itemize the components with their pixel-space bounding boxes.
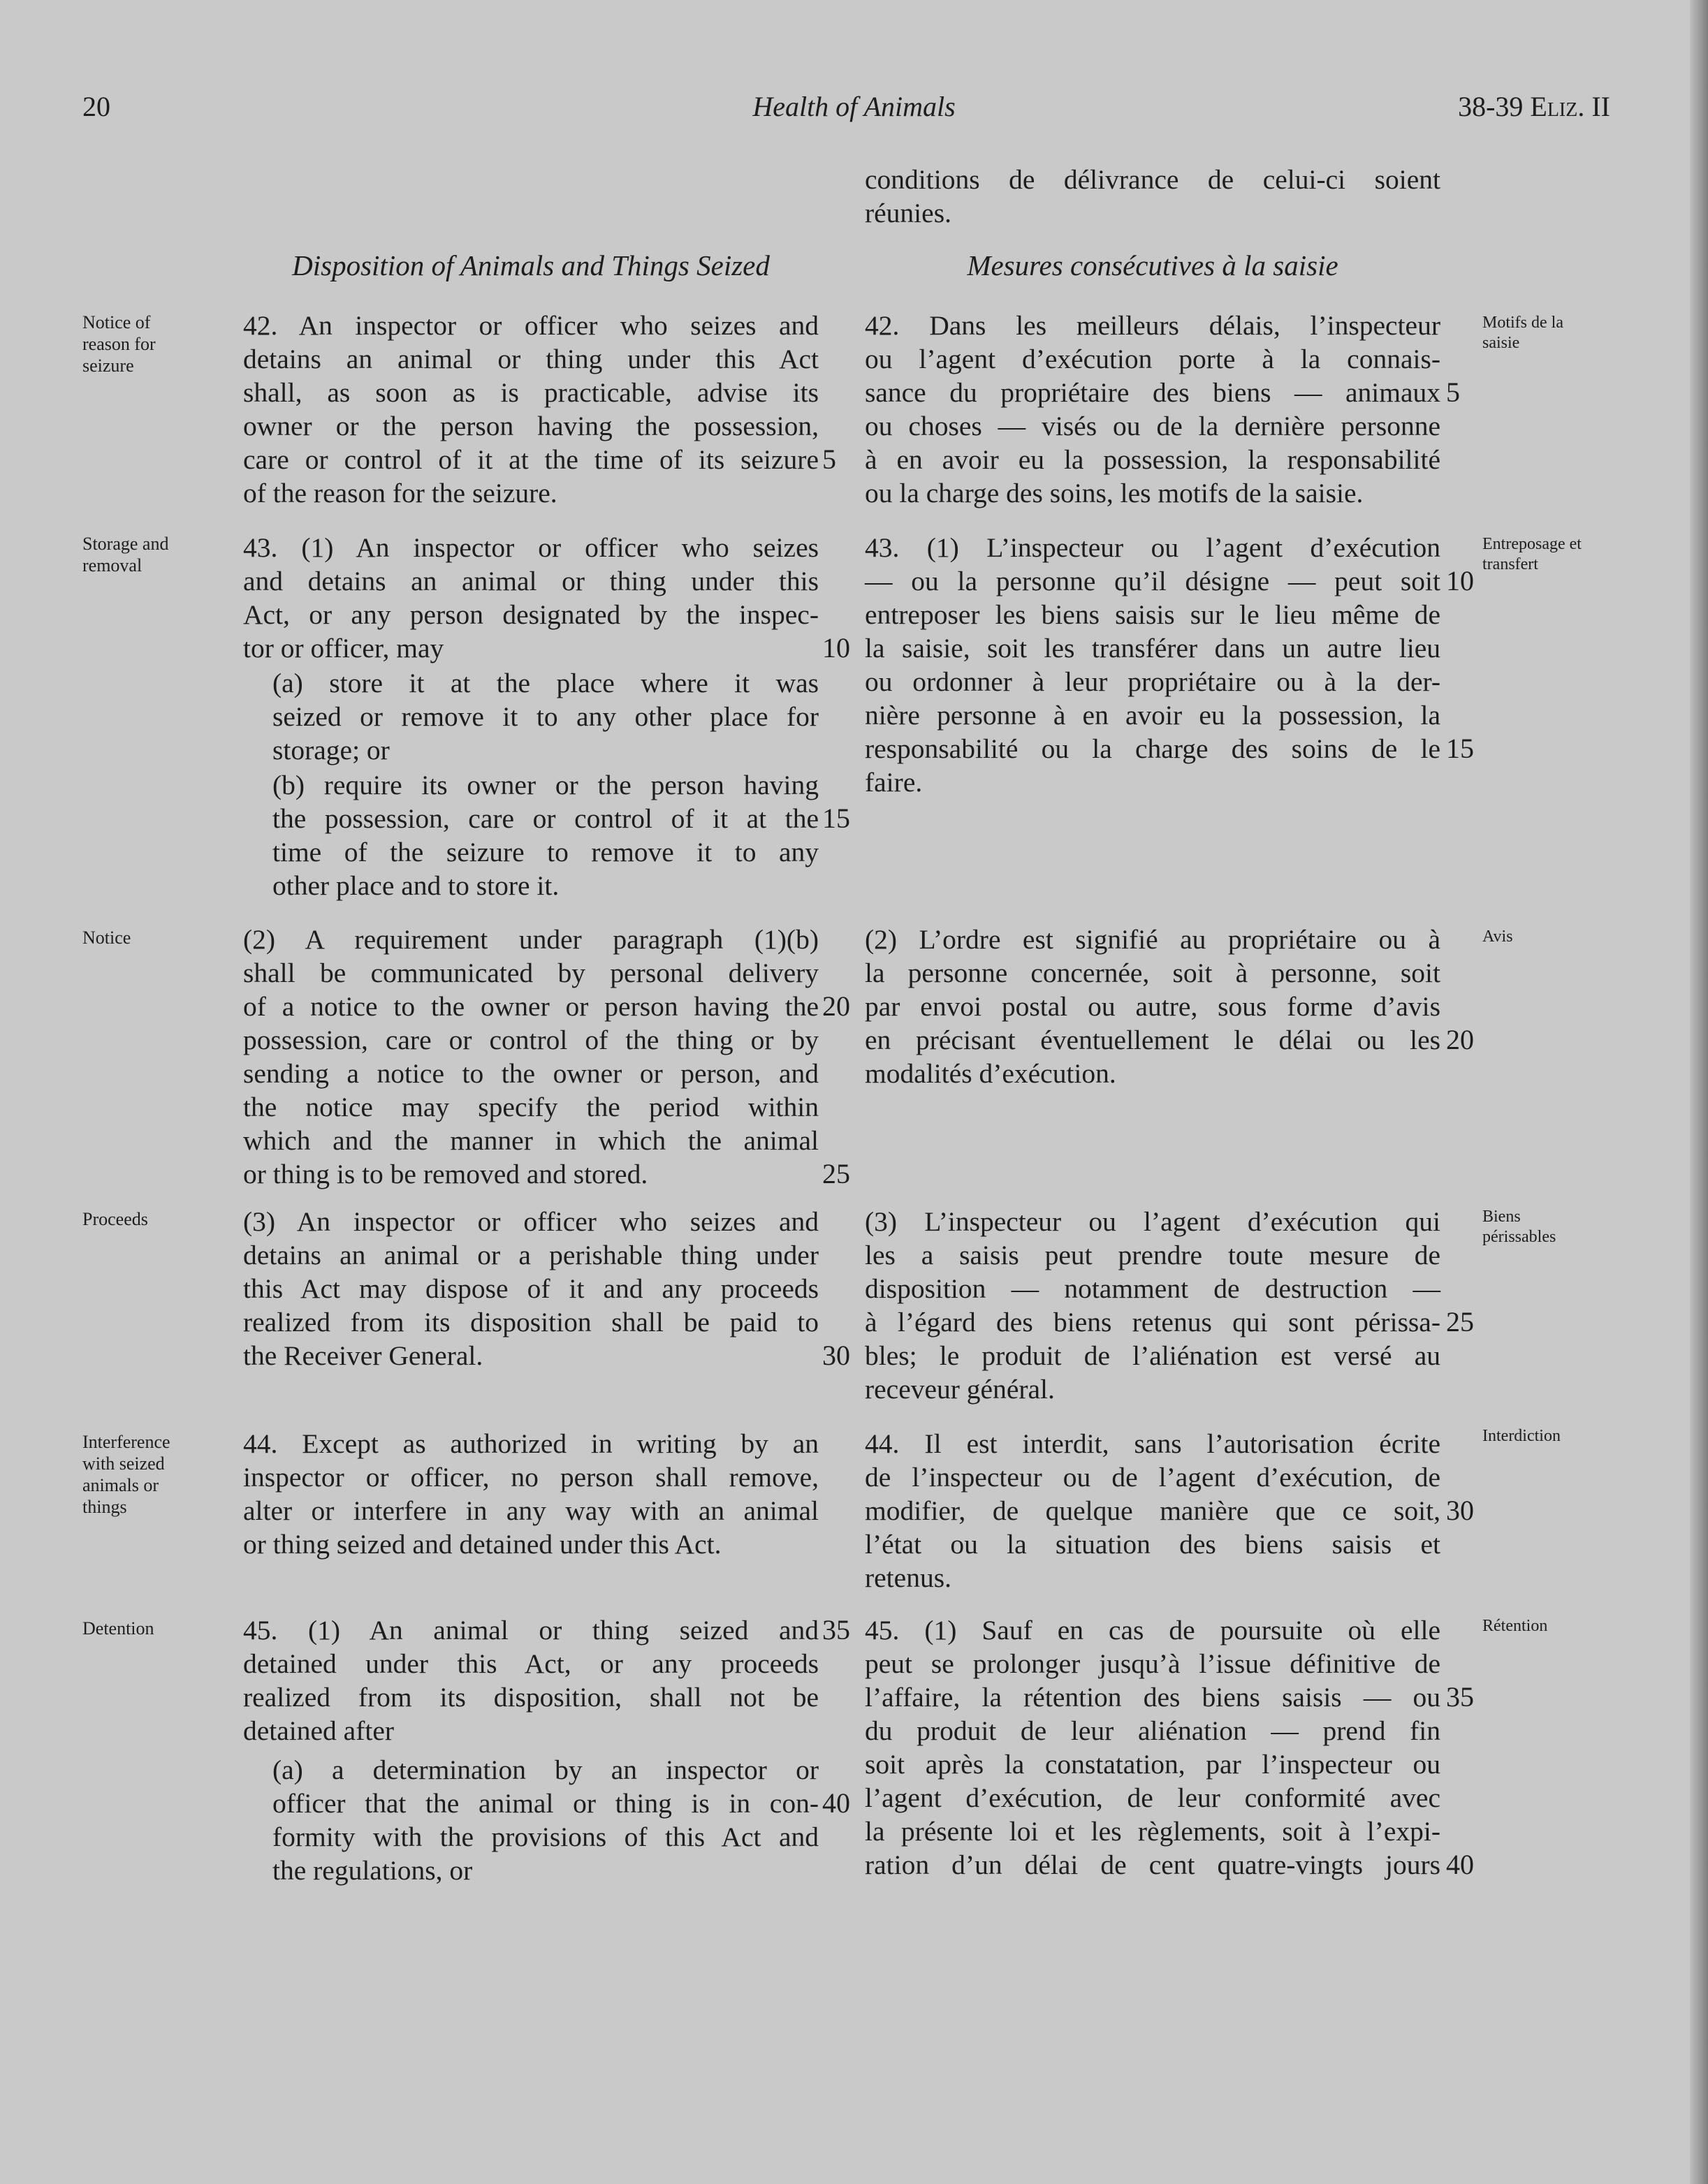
margin-note-en: Detention (82, 1618, 154, 1639)
fr-line: conditions de délivrance de celui-ci soient (865, 164, 1440, 195)
fr-line: l’état ou la situation des biens saisis et (865, 1529, 1440, 1560)
en-line: of the reason for the seizure. (243, 478, 557, 508)
en-line: detains an animal or a perishable thing under (243, 1240, 819, 1270)
en-line: (a) a determination by an inspector or (272, 1754, 819, 1785)
en-line: formity with the provisions of this Act and (272, 1822, 819, 1852)
en-line: 43. (1) An inspector or officer who seizes (243, 532, 819, 563)
fr-line: bles; le produit de l’aliénation est versé au (865, 1340, 1440, 1371)
fr-line: ration d’un délai de cent quatre-vingts jours (865, 1849, 1440, 1880)
fr-line: ou ordonner à leur propriétaire ou à la der- (865, 666, 1440, 697)
fr-line: entreposer les biens saisis sur le lieu même de (865, 599, 1440, 630)
fr-line: ou l’agent d’exécution porte à la connais- (865, 344, 1440, 374)
en-line: realized from its disposition shall be paid to (243, 1307, 819, 1337)
fr-line: à en avoir eu la possession, la responsabilité (865, 444, 1440, 475)
en-line: Act, or any person designated by the inspec- (243, 599, 819, 630)
en-line-number: 15 (822, 802, 850, 834)
en-line: detains an animal or thing under this Act (243, 344, 819, 374)
en-line: realized from its disposition, shall not be (243, 1682, 819, 1713)
en-line: (a) store it at the place where it was (272, 668, 819, 698)
en-line: alter or interfere in any way with an animal (243, 1495, 819, 1526)
fr-line: à l’égard des biens retenus qui sont périssa- (865, 1307, 1440, 1337)
en-line: detained under this Act, or any proceeds (243, 1648, 819, 1679)
fr-line: l’agent d’exécution, de leur conformité avec (865, 1782, 1440, 1813)
fr-line: 42. Dans les meilleurs délais, l’inspecteur (865, 310, 1440, 341)
fr-line: ou la charge des soins, les motifs de la saisie. (865, 478, 1364, 508)
fr-line: receveur général. (865, 1374, 1055, 1405)
fr-line: (2) L’ordre est signifié au propriétaire ou à (865, 924, 1440, 955)
fr-line: par envoi postal ou autre, sous forme d’avis (865, 991, 1440, 1022)
fr-line: modifier, de quelque manière que ce soit, (865, 1495, 1440, 1526)
en-line: this Act may dispose of it and any proceeds (243, 1273, 819, 1304)
fr-line: les a saisis peut prendre toute mesure de (865, 1240, 1440, 1270)
margin-note-fr: Interdiction (1482, 1427, 1561, 1445)
en-line: care or control of it at the time of its seizure (243, 444, 819, 475)
en-line: officer that the animal or thing is in con- (272, 1788, 819, 1819)
margin-note-fr: Rétention (1482, 1617, 1548, 1635)
fr-line: disposition — notamment de destruction — (865, 1273, 1440, 1304)
fr-line: en précisant éventuellement le délai ou les (865, 1025, 1440, 1055)
fr-line: modalités d’exécution. (865, 1058, 1116, 1089)
margin-note-fr: Avis (1482, 928, 1513, 946)
page-binding-shadow (1690, 0, 1708, 2184)
en-line: (2) A requirement under paragraph (1)(b) (243, 924, 819, 955)
en-line: or thing seized and detained under this Act. (243, 1529, 722, 1560)
en-line: shall, as soon as is practicable, advise its (243, 377, 819, 408)
en-line: or thing is to be removed and stored. (243, 1159, 648, 1189)
en-line: detained after (243, 1715, 395, 1746)
fr-line-number: 25 (1446, 1306, 1474, 1337)
margin-note-fr: Motifs de la saisie (1482, 314, 1563, 352)
page-number: 20 (82, 91, 110, 122)
en-line: owner or the person having the possession, (243, 411, 819, 441)
margin-note-en: Proceeds (82, 1209, 148, 1229)
en-line: storage; or (272, 735, 390, 765)
en-line-number: 5 (822, 444, 836, 475)
en-line: which and the manner in which the animal (243, 1125, 819, 1156)
fr-line: la saisie, soit les transférer dans un autre lieu (865, 633, 1440, 664)
fr-line: l’affaire, la rétention des biens saisis — ou (865, 1682, 1440, 1713)
english-heading: Disposition of Animals and Things Seized (292, 249, 770, 281)
en-line-number: 30 (822, 1340, 850, 1371)
en-line: (b) require its owner or the person having (272, 770, 819, 800)
fr-line: la présente loi et les règlements, soit à l’expi- (865, 1816, 1440, 1847)
en-line: the notice may specify the period within (243, 1092, 819, 1122)
fr-line: ou choses — visés ou de la dernière personne (865, 411, 1440, 441)
fr-line: 45. (1) Sauf en cas de poursuite où elle (865, 1615, 1440, 1646)
en-line: the regulations, or (272, 1855, 473, 1886)
en-line: shall be communicated by personal delivery (243, 958, 819, 988)
en-line: the Receiver General. (243, 1340, 483, 1371)
fr-line: réunies. (865, 198, 951, 228)
fr-line: de l’inspecteur ou de l’agent d’exécution, de (865, 1462, 1440, 1493)
fr-line: 44. Il est interdit, sans l’autorisation écrite (865, 1428, 1440, 1459)
fr-line: responsabilité ou la charge des soins de le (865, 733, 1440, 764)
en-line: time of the seizure to remove it to any (272, 837, 819, 867)
en-line-number: 35 (822, 1614, 850, 1646)
fr-line-number: 10 (1446, 565, 1474, 596)
fr-line-number: 20 (1446, 1024, 1474, 1055)
fr-line: retenus. (865, 1562, 951, 1593)
en-line: the possession, care or control of it at the (272, 803, 819, 834)
en-line-number: 40 (822, 1787, 850, 1819)
en-line: possession, care or control of the thing or by (243, 1025, 819, 1055)
fr-line: sance du propriétaire des biens — animaux (865, 377, 1440, 408)
en-line: sending a notice to the owner or person, and (243, 1058, 819, 1089)
en-line-number: 10 (822, 632, 850, 664)
margin-note-en: Storage and removal (82, 534, 169, 576)
en-line: inspector or officer, no person shall remove, (243, 1462, 819, 1493)
fr-line-number: 30 (1446, 1495, 1474, 1526)
fr-line-number: 40 (1446, 1849, 1474, 1880)
fr-line: soit après la constatation, par l’inspecteur ou (865, 1749, 1440, 1780)
fr-line: la personne concernée, soit à personne, soit (865, 958, 1440, 988)
margin-note-en: Interference with seized animals or things (82, 1432, 170, 1517)
en-line: (3) An inspector or officer who seizes and (243, 1206, 819, 1237)
fr-line: peut se prolonger jusqu’à l’issue définitive de (865, 1648, 1440, 1679)
en-line: of a notice to the owner or person having the (243, 991, 819, 1022)
en-line: other place and to store it. (272, 870, 560, 901)
fr-line-number: 5 (1446, 376, 1460, 408)
french-heading: Mesures consécutives à la saisie (967, 249, 1338, 281)
fr-line-number: 35 (1446, 1681, 1474, 1713)
en-line-number: 20 (822, 990, 850, 1022)
en-line: seized or remove it to any other place for (272, 701, 819, 732)
running-head-title: Health of Animals (752, 91, 956, 122)
margin-note-fr: Entreposage et transfert (1482, 535, 1582, 573)
en-line: and detains an animal or thing under this (243, 566, 819, 596)
en-line: 44. Except as authorized in writing by an (243, 1428, 819, 1459)
fr-line: — ou la personne qu’il désigne — peut soit (865, 566, 1440, 596)
en-line: 45. (1) An animal or thing seized and (243, 1615, 819, 1646)
en-line-number: 25 (822, 1158, 850, 1189)
fr-line: du produit de leur aliénation — prend fin (865, 1715, 1440, 1746)
en-line: tor or officer, may (243, 633, 444, 664)
fr-line: nière personne à en avoir eu la possession, la (865, 700, 1440, 731)
fr-line: (3) L’inspecteur ou l’agent d’exécution qui (865, 1206, 1440, 1237)
margin-note-fr: Biens périssables (1482, 1208, 1556, 1246)
fr-line-number: 15 (1446, 733, 1474, 764)
en-line: 42. An inspector or officer who seizes and (243, 310, 819, 341)
regnal-year: 38-39 Eliz. II (1458, 91, 1610, 122)
fr-line: faire. (865, 767, 923, 798)
margin-note-en: Notice of reason for seizure (82, 312, 156, 376)
fr-line: 43. (1) L’inspecteur ou l’agent d’exécution (865, 532, 1440, 563)
margin-note-en: Notice (82, 928, 131, 948)
